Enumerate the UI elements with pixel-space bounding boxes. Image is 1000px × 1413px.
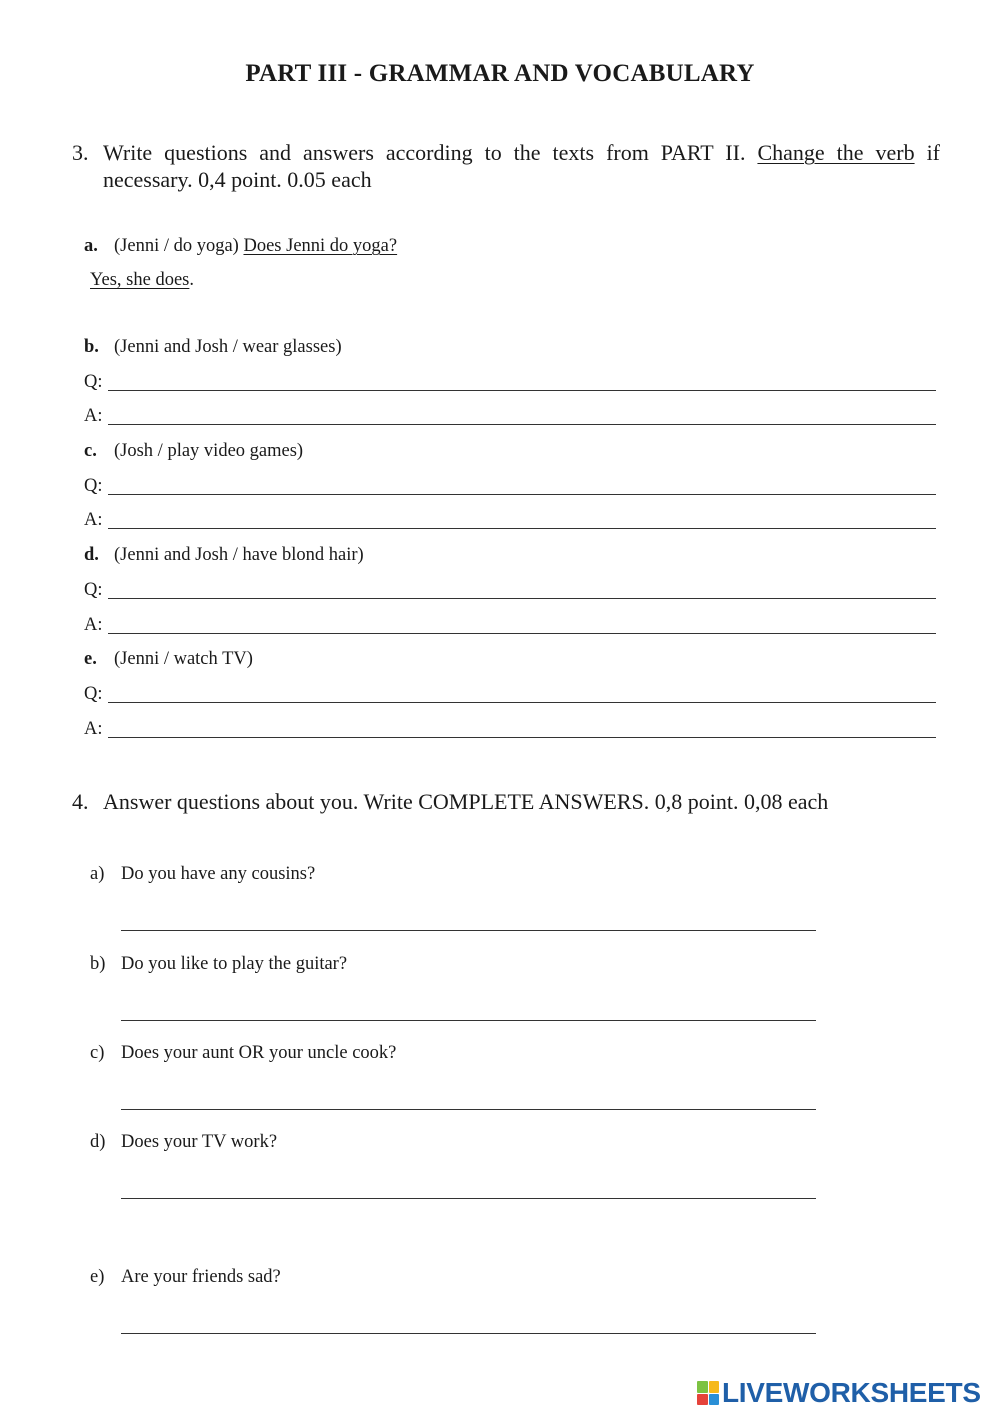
- item-b-prompt: (Jenni and Josh / wear glasses): [114, 337, 342, 357]
- question-3-instructions: [72, 139, 940, 193]
- question-label: Q:: [84, 580, 103, 600]
- open-answer-line-e[interactable]: [121, 1333, 816, 1334]
- answer-rule: [108, 633, 936, 634]
- open-answer-line-c[interactable]: [121, 1109, 816, 1110]
- question-3-text-after: if necessary. 0,4 point. 0.05 each: [103, 140, 941, 192]
- open-question-label: c): [90, 1043, 105, 1063]
- page-title: PART III - GRAMMAR AND VOCABULARY: [245, 60, 755, 87]
- open-question-d: [90, 1132, 277, 1153]
- item-c-label: c.: [84, 441, 97, 461]
- logo-text: LIVEWORKSHEETS: [722, 1377, 981, 1408]
- open-question-text: Do you have any cousins?: [121, 864, 316, 884]
- open-question-label: d): [90, 1132, 106, 1152]
- question-label: Q:: [84, 372, 103, 392]
- answer-label: A:: [84, 406, 103, 426]
- item-d: [84, 545, 364, 566]
- item-e-prompt: (Jenni / watch TV): [114, 649, 253, 669]
- answer-rule: [108, 598, 936, 599]
- question-label: Q:: [84, 684, 103, 704]
- example-answer-period: .: [189, 270, 194, 290]
- question-3-number: 3.: [72, 140, 89, 165]
- example-label: a.: [84, 236, 98, 256]
- example-prompt: (Jenni / do yoga): [114, 236, 239, 256]
- question-3-underlined-text: Change the verb: [757, 140, 915, 165]
- item-d-answer-line[interactable]: [84, 615, 936, 637]
- item-b: [84, 337, 342, 358]
- open-question-label: a): [90, 864, 105, 884]
- answer-rule: [108, 390, 936, 391]
- open-question-text: Does your TV work?: [121, 1132, 278, 1152]
- item-b-answer-line[interactable]: [84, 406, 936, 428]
- open-question-text: Do you like to play the guitar?: [121, 954, 348, 974]
- open-question-text: Does your aunt OR your uncle cook?: [121, 1043, 397, 1063]
- open-question-label: e): [90, 1267, 105, 1287]
- answer-rule: [108, 702, 936, 703]
- item-d-label: d.: [84, 545, 99, 565]
- liveworksheets-logo-icon: [697, 1381, 719, 1405]
- open-question-label: b): [90, 954, 106, 974]
- item-d-question-line[interactable]: [84, 580, 936, 602]
- answer-rule: [108, 737, 936, 738]
- question-4-text: Answer questions about you. Write COMPLETE ANSWERS. 0,8 point. 0,08 each: [103, 789, 829, 814]
- open-answer-line-b[interactable]: [121, 1020, 816, 1021]
- liveworksheets-logo[interactable]: [697, 1378, 981, 1408]
- open-question-text: Are your friends sad?: [121, 1267, 281, 1287]
- example-answer-row: [86, 270, 194, 291]
- item-c-question-line[interactable]: [84, 476, 936, 498]
- answer-label: A:: [84, 615, 103, 635]
- question-4-instructions: [72, 789, 828, 815]
- item-b-question-line[interactable]: [84, 372, 936, 394]
- answer-rule: [108, 424, 936, 425]
- open-question-a: [90, 864, 315, 885]
- item-c-prompt: (Josh / play video games): [114, 441, 304, 461]
- item-c: [84, 441, 303, 462]
- open-answer-line-a[interactable]: [121, 930, 816, 931]
- item-e-answer-line[interactable]: [84, 719, 936, 741]
- open-answer-line-d[interactable]: [121, 1198, 816, 1199]
- answer-rule: [108, 494, 936, 495]
- item-e-label: e.: [84, 649, 97, 669]
- item-e: [84, 649, 253, 670]
- answer-label: A:: [84, 719, 103, 739]
- example-answer: Yes, she does: [90, 270, 190, 290]
- question-3-text-before: Write questions and answers according to the texts from PART II.: [103, 140, 746, 165]
- item-c-answer-line[interactable]: [84, 510, 936, 532]
- open-question-c: [90, 1043, 396, 1064]
- question-4-number: 4.: [72, 789, 89, 814]
- example-question: Does Jenni do yoga?: [243, 236, 398, 256]
- item-b-label: b.: [84, 337, 99, 357]
- answer-rule: [108, 528, 936, 529]
- item-e-question-line[interactable]: [84, 684, 936, 706]
- open-question-e: [90, 1267, 281, 1288]
- example-item: [84, 236, 397, 257]
- answer-label: A:: [84, 510, 103, 530]
- open-question-b: [90, 954, 347, 975]
- item-d-prompt: (Jenni and Josh / have blond hair): [114, 545, 364, 565]
- question-label: Q:: [84, 476, 103, 496]
